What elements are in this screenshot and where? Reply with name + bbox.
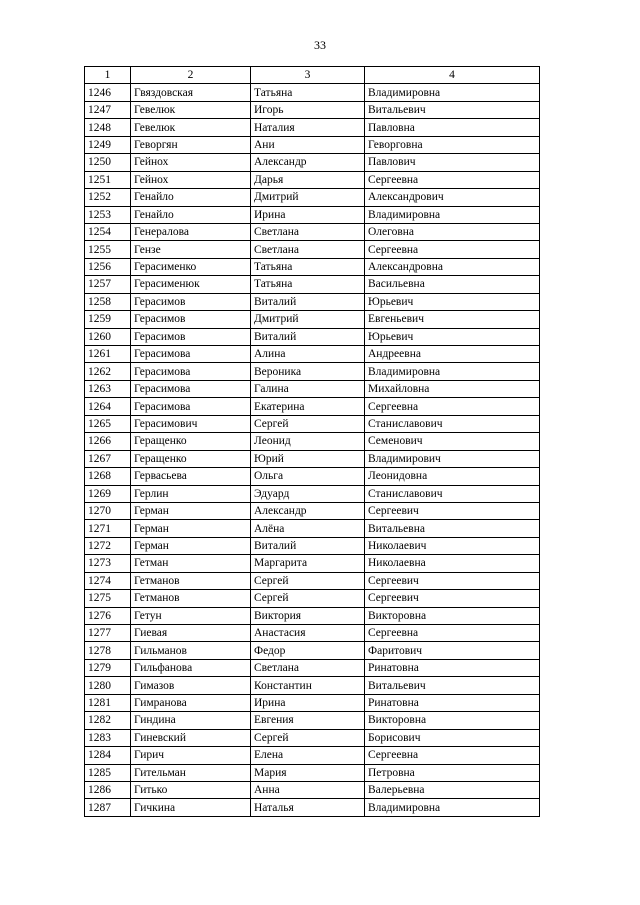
table-row: [85, 189, 540, 206]
table-row: [85, 659, 540, 676]
table-header-row: [85, 67, 540, 84]
patronymic-cell: Сергеевна: [365, 398, 540, 415]
patronymic-cell: Юрьевич: [365, 328, 540, 345]
row-number-cell: 1255: [85, 241, 131, 258]
first-name-cell: Алина: [251, 346, 365, 363]
surname-cell: Геращенко: [131, 433, 251, 450]
row-number-cell: 1276: [85, 607, 131, 624]
column-header-1: 1: [85, 67, 131, 84]
table-row: [85, 607, 540, 624]
table-row: [85, 119, 540, 136]
table-row: [85, 625, 540, 642]
surname-cell: Гевелюк: [131, 119, 251, 136]
first-name-cell: Виталий: [251, 328, 365, 345]
row-number-cell: 1272: [85, 537, 131, 554]
row-number-cell: 1287: [85, 799, 131, 816]
row-number-cell: 1265: [85, 415, 131, 432]
surname-cell: Гетманов: [131, 572, 251, 589]
patronymic-cell: Евгеньевич: [365, 311, 540, 328]
table-row: [85, 241, 540, 258]
patronymic-cell: Валерьевна: [365, 781, 540, 798]
patronymic-cell: Борисович: [365, 729, 540, 746]
patronymic-cell: Александровна: [365, 258, 540, 275]
first-name-cell: Виктория: [251, 607, 365, 624]
table-body: [85, 84, 540, 816]
surname-cell: Гензе: [131, 241, 251, 258]
surname-cell: Гичкина: [131, 799, 251, 816]
first-name-cell: Виталий: [251, 537, 365, 554]
row-number-cell: 1262: [85, 363, 131, 380]
first-name-cell: Леонид: [251, 433, 365, 450]
table-row: [85, 781, 540, 798]
column-header-3: 3: [251, 67, 365, 84]
row-number-cell: 1283: [85, 729, 131, 746]
table-row: [85, 293, 540, 310]
patronymic-cell: Михайловна: [365, 380, 540, 397]
row-number-cell: 1254: [85, 223, 131, 240]
surname-cell: Гирич: [131, 747, 251, 764]
table-row: [85, 590, 540, 607]
table-row: [85, 380, 540, 397]
surname-cell: Гервасьева: [131, 468, 251, 485]
table-row: [85, 572, 540, 589]
row-number-cell: 1248: [85, 119, 131, 136]
table-row: [85, 694, 540, 711]
first-name-cell: Константин: [251, 677, 365, 694]
first-name-cell: Эдуард: [251, 485, 365, 502]
surname-cell: Герасимович: [131, 415, 251, 432]
surname-cell: Гетманов: [131, 590, 251, 607]
surname-cell: Герасимов: [131, 311, 251, 328]
surname-cell: Герасименко: [131, 258, 251, 275]
patronymic-cell: Викторовна: [365, 607, 540, 624]
first-name-cell: Александр: [251, 154, 365, 171]
table-row: [85, 764, 540, 781]
row-number-cell: 1268: [85, 468, 131, 485]
first-name-cell: Игорь: [251, 101, 365, 118]
first-name-cell: Татьяна: [251, 258, 365, 275]
patronymic-cell: Леонидовна: [365, 468, 540, 485]
surname-cell: Гвяздовская: [131, 84, 251, 101]
patronymic-cell: Сергеевна: [365, 171, 540, 188]
patronymic-cell: Сергеевна: [365, 747, 540, 764]
surname-cell: Геворгян: [131, 136, 251, 153]
surname-cell: Герасимова: [131, 346, 251, 363]
table-row: [85, 206, 540, 223]
patronymic-cell: Станиславович: [365, 485, 540, 502]
first-name-cell: Татьяна: [251, 276, 365, 293]
patronymic-cell: Владимировна: [365, 363, 540, 380]
patronymic-cell: Ринатовна: [365, 694, 540, 711]
first-name-cell: Дарья: [251, 171, 365, 188]
surname-cell: Гевелюк: [131, 101, 251, 118]
table-row: [85, 677, 540, 694]
row-number-cell: 1267: [85, 450, 131, 467]
first-name-cell: Ани: [251, 136, 365, 153]
patronymic-cell: Олеговна: [365, 223, 540, 240]
first-name-cell: Наталья: [251, 799, 365, 816]
table-row: [85, 398, 540, 415]
surname-cell: Герасимова: [131, 363, 251, 380]
table-row: [85, 799, 540, 816]
column-header-2: 2: [131, 67, 251, 84]
row-number-cell: 1269: [85, 485, 131, 502]
first-name-cell: Светлана: [251, 241, 365, 258]
first-name-cell: Сергей: [251, 729, 365, 746]
surname-cell: Гительман: [131, 764, 251, 781]
first-name-cell: Алёна: [251, 520, 365, 537]
row-number-cell: 1278: [85, 642, 131, 659]
row-number-cell: 1275: [85, 590, 131, 607]
row-number-cell: 1271: [85, 520, 131, 537]
table-row: [85, 258, 540, 275]
surname-cell: Гильфанова: [131, 659, 251, 676]
table-row: [85, 537, 540, 554]
patronymic-cell: Андреевна: [365, 346, 540, 363]
row-number-cell: 1252: [85, 189, 131, 206]
surname-cell: Гиндина: [131, 712, 251, 729]
table-row: [85, 223, 540, 240]
patronymic-cell: Васильевна: [365, 276, 540, 293]
surname-cell: Гетун: [131, 607, 251, 624]
patronymic-cell: Владимировна: [365, 206, 540, 223]
surname-cell: Генайло: [131, 189, 251, 206]
row-number-cell: 1281: [85, 694, 131, 711]
table-row: [85, 276, 540, 293]
table-row: [85, 101, 540, 118]
patronymic-cell: Сергеевна: [365, 241, 540, 258]
first-name-cell: Вероника: [251, 363, 365, 380]
first-name-cell: Ирина: [251, 694, 365, 711]
row-number-cell: 1282: [85, 712, 131, 729]
table-row: [85, 729, 540, 746]
first-name-cell: Сергей: [251, 572, 365, 589]
row-number-cell: 1266: [85, 433, 131, 450]
patronymic-cell: Владимирович: [365, 450, 540, 467]
patronymic-cell: Петровна: [365, 764, 540, 781]
patronymic-cell: Викторовна: [365, 712, 540, 729]
table-row: [85, 311, 540, 328]
row-number-cell: 1246: [85, 84, 131, 101]
surname-cell: Генайло: [131, 206, 251, 223]
row-number-cell: 1249: [85, 136, 131, 153]
page-number: 33: [314, 38, 326, 52]
first-name-cell: Юрий: [251, 450, 365, 467]
first-name-cell: Мария: [251, 764, 365, 781]
surname-cell: Герасименюк: [131, 276, 251, 293]
surname-cell: Гимранова: [131, 694, 251, 711]
row-number-cell: 1284: [85, 747, 131, 764]
first-name-cell: Федор: [251, 642, 365, 659]
patronymic-cell: Александрович: [365, 189, 540, 206]
row-number-cell: 1253: [85, 206, 131, 223]
table-row: [85, 328, 540, 345]
first-name-cell: Татьяна: [251, 84, 365, 101]
first-name-cell: Ольга: [251, 468, 365, 485]
row-number-cell: 1247: [85, 101, 131, 118]
table-row: [85, 485, 540, 502]
first-name-cell: Евгения: [251, 712, 365, 729]
surname-cell: Геращенко: [131, 450, 251, 467]
patronymic-cell: Сергеевич: [365, 590, 540, 607]
row-number-cell: 1264: [85, 398, 131, 415]
row-number-cell: 1260: [85, 328, 131, 345]
first-name-cell: Ирина: [251, 206, 365, 223]
first-name-cell: Наталия: [251, 119, 365, 136]
table-row: [85, 171, 540, 188]
first-name-cell: Светлана: [251, 659, 365, 676]
surname-cell: Гейнох: [131, 154, 251, 171]
surname-cell: Гильманов: [131, 642, 251, 659]
table-row: [85, 346, 540, 363]
patronymic-cell: Сергеевич: [365, 572, 540, 589]
surname-cell: Герасимова: [131, 398, 251, 415]
patronymic-cell: Фаритович: [365, 642, 540, 659]
surname-cell: Герасимов: [131, 293, 251, 310]
roster-table: [84, 66, 540, 817]
surname-cell: Герасимова: [131, 380, 251, 397]
surname-cell: Герлин: [131, 485, 251, 502]
patronymic-cell: Юрьевич: [365, 293, 540, 310]
row-number-cell: 1279: [85, 659, 131, 676]
surname-cell: Герасимов: [131, 328, 251, 345]
patronymic-cell: Витальевич: [365, 101, 540, 118]
table-row: [85, 502, 540, 519]
row-number-cell: 1261: [85, 346, 131, 363]
surname-cell: Генералова: [131, 223, 251, 240]
table-row: [85, 520, 540, 537]
table-row: [85, 136, 540, 153]
table-row: [85, 84, 540, 101]
first-name-cell: Дмитрий: [251, 311, 365, 328]
patronymic-cell: Павлович: [365, 154, 540, 171]
first-name-cell: Сергей: [251, 590, 365, 607]
column-header-4: 4: [365, 67, 540, 84]
first-name-cell: Виталий: [251, 293, 365, 310]
table-row: [85, 433, 540, 450]
surname-cell: Герман: [131, 520, 251, 537]
row-number-cell: 1286: [85, 781, 131, 798]
row-number-cell: 1280: [85, 677, 131, 694]
first-name-cell: Галина: [251, 380, 365, 397]
patronymic-cell: Геворговна: [365, 136, 540, 153]
table-row: [85, 712, 540, 729]
table-row: [85, 555, 540, 572]
row-number-cell: 1270: [85, 502, 131, 519]
table-row: [85, 154, 540, 171]
first-name-cell: Елена: [251, 747, 365, 764]
first-name-cell: Анна: [251, 781, 365, 798]
patronymic-cell: Николаевна: [365, 555, 540, 572]
patronymic-cell: Сергеевич: [365, 502, 540, 519]
first-name-cell: Екатерина: [251, 398, 365, 415]
table-row: [85, 747, 540, 764]
surname-cell: Гетман: [131, 555, 251, 572]
table-row: [85, 363, 540, 380]
row-number-cell: 1258: [85, 293, 131, 310]
table-row: [85, 642, 540, 659]
surname-cell: Герман: [131, 537, 251, 554]
surname-cell: Гейнох: [131, 171, 251, 188]
table-row: [85, 450, 540, 467]
first-name-cell: Дмитрий: [251, 189, 365, 206]
row-number-cell: 1256: [85, 258, 131, 275]
row-number-cell: 1274: [85, 572, 131, 589]
patronymic-cell: Витальевна: [365, 520, 540, 537]
row-number-cell: 1250: [85, 154, 131, 171]
patronymic-cell: Ринатовна: [365, 659, 540, 676]
row-number-cell: 1251: [85, 171, 131, 188]
patronymic-cell: Владимировна: [365, 799, 540, 816]
first-name-cell: Анастасия: [251, 625, 365, 642]
table-row: [85, 415, 540, 432]
patronymic-cell: Семенович: [365, 433, 540, 450]
surname-cell: Гиевая: [131, 625, 251, 642]
first-name-cell: Сергей: [251, 415, 365, 432]
row-number-cell: 1273: [85, 555, 131, 572]
surname-cell: Гиневский: [131, 729, 251, 746]
row-number-cell: 1263: [85, 380, 131, 397]
first-name-cell: Светлана: [251, 223, 365, 240]
patronymic-cell: Николаевич: [365, 537, 540, 554]
patronymic-cell: Сергеевна: [365, 625, 540, 642]
patronymic-cell: Владимировна: [365, 84, 540, 101]
row-number-cell: 1257: [85, 276, 131, 293]
first-name-cell: Маргарита: [251, 555, 365, 572]
row-number-cell: 1277: [85, 625, 131, 642]
surname-cell: Гимазов: [131, 677, 251, 694]
patronymic-cell: Павловна: [365, 119, 540, 136]
row-number-cell: 1285: [85, 764, 131, 781]
first-name-cell: Александр: [251, 502, 365, 519]
row-number-cell: 1259: [85, 311, 131, 328]
patronymic-cell: Витальевич: [365, 677, 540, 694]
surname-cell: Герман: [131, 502, 251, 519]
patronymic-cell: Станиславович: [365, 415, 540, 432]
surname-cell: Гитько: [131, 781, 251, 798]
table-row: [85, 468, 540, 485]
